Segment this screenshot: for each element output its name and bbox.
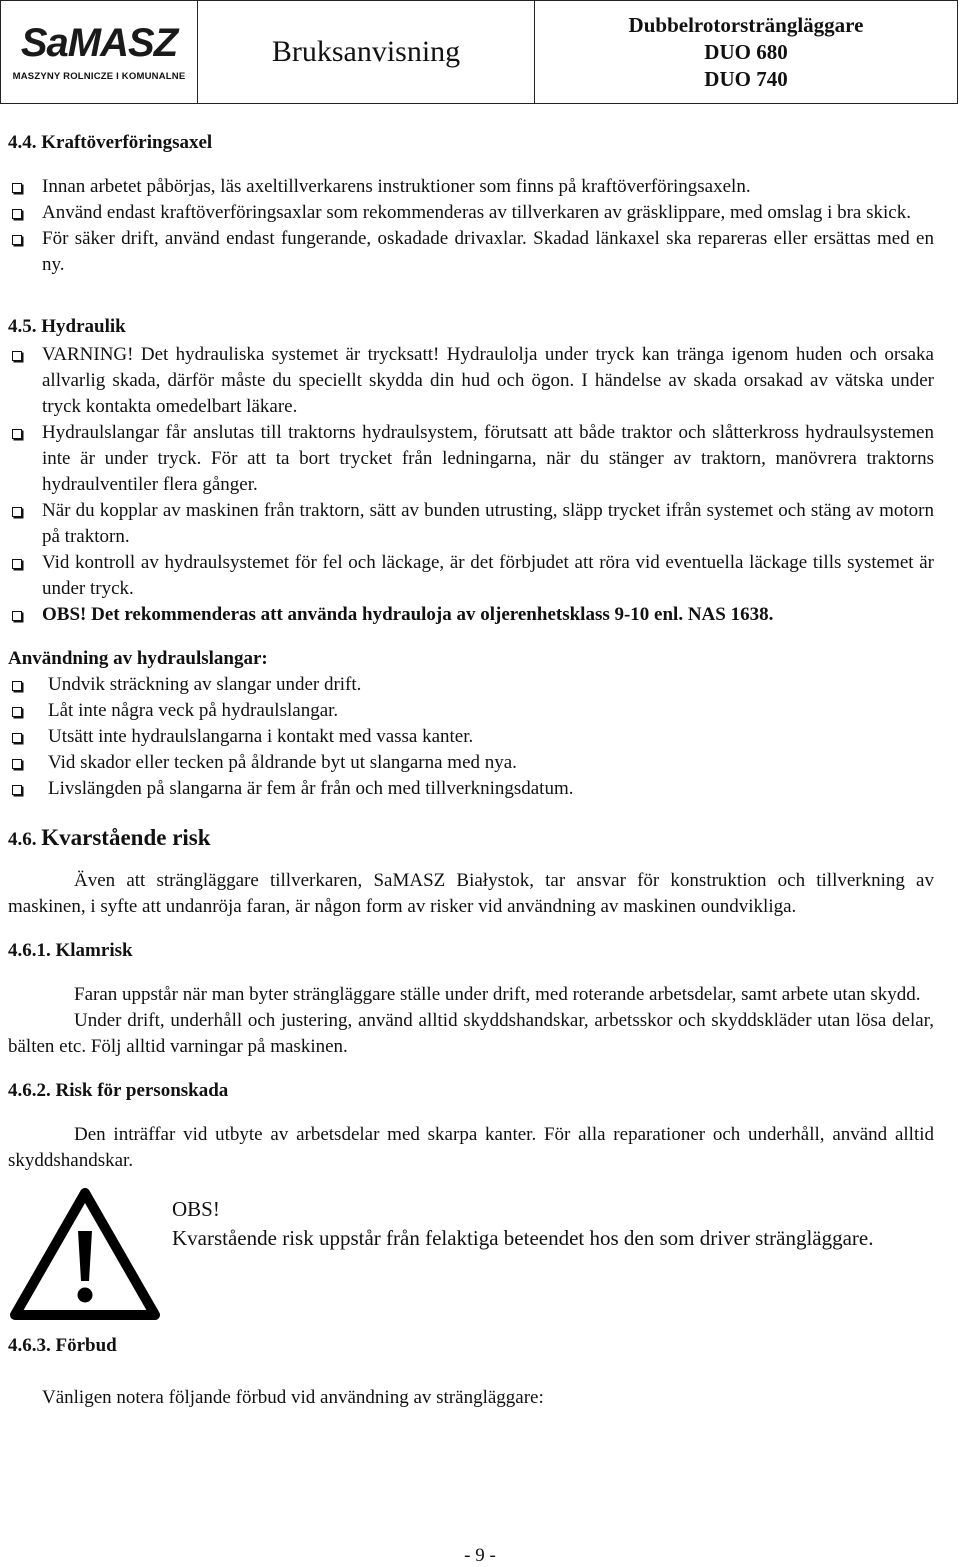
section-title: Kvarstående risk	[41, 825, 211, 850]
page-header	[0, 0, 958, 104]
section-heading-4-4: 4.4. Kraftöverföringsaxel	[8, 132, 213, 153]
model-variant-1: DUO 680	[704, 39, 788, 64]
page-number: - 9 -	[464, 1545, 496, 1566]
list-item: Undvik sträckning av slangar under drift.	[8, 672, 934, 698]
section-heading-4-6-3: 4.6.3. Förbud	[8, 1335, 117, 1356]
list-item: När du kopplar av maskinen från traktorn, sätt av bunden utrusting, släpp trycket ifrån systemet och stäng av motorn på traktorn.	[8, 498, 934, 550]
list-item: Låt inte några veck på hydraulslangar.	[8, 698, 934, 724]
page-content	[8, 104, 934, 1411]
section-heading-4-6-1: 4.6.1. Klamrisk	[8, 940, 133, 961]
warning-triangle-icon	[10, 1187, 160, 1321]
list-item: Vid skador eller tecken på åldrande byt ut slangarna med nya.	[8, 750, 934, 776]
logo	[1, 1, 198, 103]
injury-risk-paragraph: Den inträffar vid utbyte av arbetsdelar med skarpa kanter. För alla reparationer och underhåll, använd alltid skyddshandskar.	[8, 1124, 934, 1171]
warning-text-block	[172, 1195, 874, 1321]
list-item: Hydraulslangar får anslutas till traktorns hydraulsystem, förutsatt att både traktor och slåtterkross hydraulsystemen inte är under tryck. För att ta bort trycket från ledningarna, när du stänger av traktorn, manövrera traktorns hydraulventiler flera gånger.	[8, 420, 934, 498]
pto-shaft-list	[8, 174, 934, 278]
logo-wordmark: SaMASZ	[20, 20, 178, 65]
warning-box	[8, 1184, 934, 1321]
list-item: Utsätt inte hydraulslangarna i kontakt med vassa kanter.	[8, 724, 934, 750]
residual-risk-paragraph: Även att strängläggare tillverkaren, SaMASZ Białystok, tar ansvar för konstruktion och tillverkning av maskinen, i syfte att undanröja faran, är någon form av risker vid användning av maskinen oundvikliga.	[8, 870, 934, 917]
model-name: Dubbelrotorsträngläggare	[628, 12, 864, 37]
clamp-risk-paragraph-1: Faran uppstår när man byter strängläggare ställe under drift, med roterande arbetsdelar, samt arbete utan skydd.	[74, 984, 921, 1005]
list-item: Innan arbetet påbörjas, läs axeltillverkarens instruktioner som finns på kraftöverföringsaxeln.	[8, 174, 934, 200]
section-heading-4-5: 4.5. Hydraulik	[8, 316, 126, 337]
prohibitions-intro: Vänligen notera följande förbud vid användning av strängläggare:	[42, 1387, 544, 1408]
list-item: Livslängden på slangarna är fem år från och med tillverkningsdatum.	[8, 776, 934, 802]
section-heading-4-6-2: 4.6.2. Risk för personskada	[8, 1080, 229, 1101]
model-block	[535, 1, 957, 103]
hydraulics-list	[8, 342, 934, 628]
model-variant-2: DUO 740	[704, 66, 788, 91]
list-item: OBS! Det rekommenderas att använda hydrauloja av oljerenhetsklass 9-10 enl. NAS 1638.	[8, 602, 934, 628]
section-number: 4.6.	[8, 829, 37, 850]
section-heading-4-6	[8, 820, 934, 858]
warning-message: Kvarstående risk uppstår från felaktiga beteendet hos den som driver strängläggare.	[172, 1226, 874, 1250]
list-item: Använd endast kraftöverföringsaxlar som rekommenderas av tillverkaren av gräsklippare, med omslag i bra skick.	[8, 200, 934, 226]
clamp-risk-paragraph-2: Under drift, underhåll och justering, använd alltid skyddshandskar, arbetsskor och skyddskläder utan lösa delar, bälten etc. Följ alltid varningar på maskinen.	[8, 1010, 934, 1057]
hoses-heading: Användning av hydraulslangar:	[8, 648, 268, 669]
hoses-list	[8, 672, 934, 802]
list-item: För säker drift, använd endast fungerande, oskadade drivaxlar. Skadad länkaxel ska repareras eller ersättas med en ny.	[8, 226, 934, 278]
warning-title: OBS!	[172, 1197, 220, 1221]
document-title: Bruksanvisning	[198, 1, 535, 103]
list-item: VARNING! Det hydrauliska systemet är trycksatt! Hydraulolja under tryck kan tränga igenom huden och orsaka allvarlig skada, därför måste du speciellt skydda din hud och ögon. I händelse av skada orsakad av vätska under tryck kontakta omedelbart läkare.	[8, 342, 934, 420]
logo-tagline: MASZYNY ROLNICZE I KOMUNALNE	[12, 70, 186, 82]
list-item: Vid kontroll av hydraulsystemet för fel och läckage, är det förbjudet att röra vid eventuella läckage tills systemet är under tryck.	[8, 550, 934, 602]
